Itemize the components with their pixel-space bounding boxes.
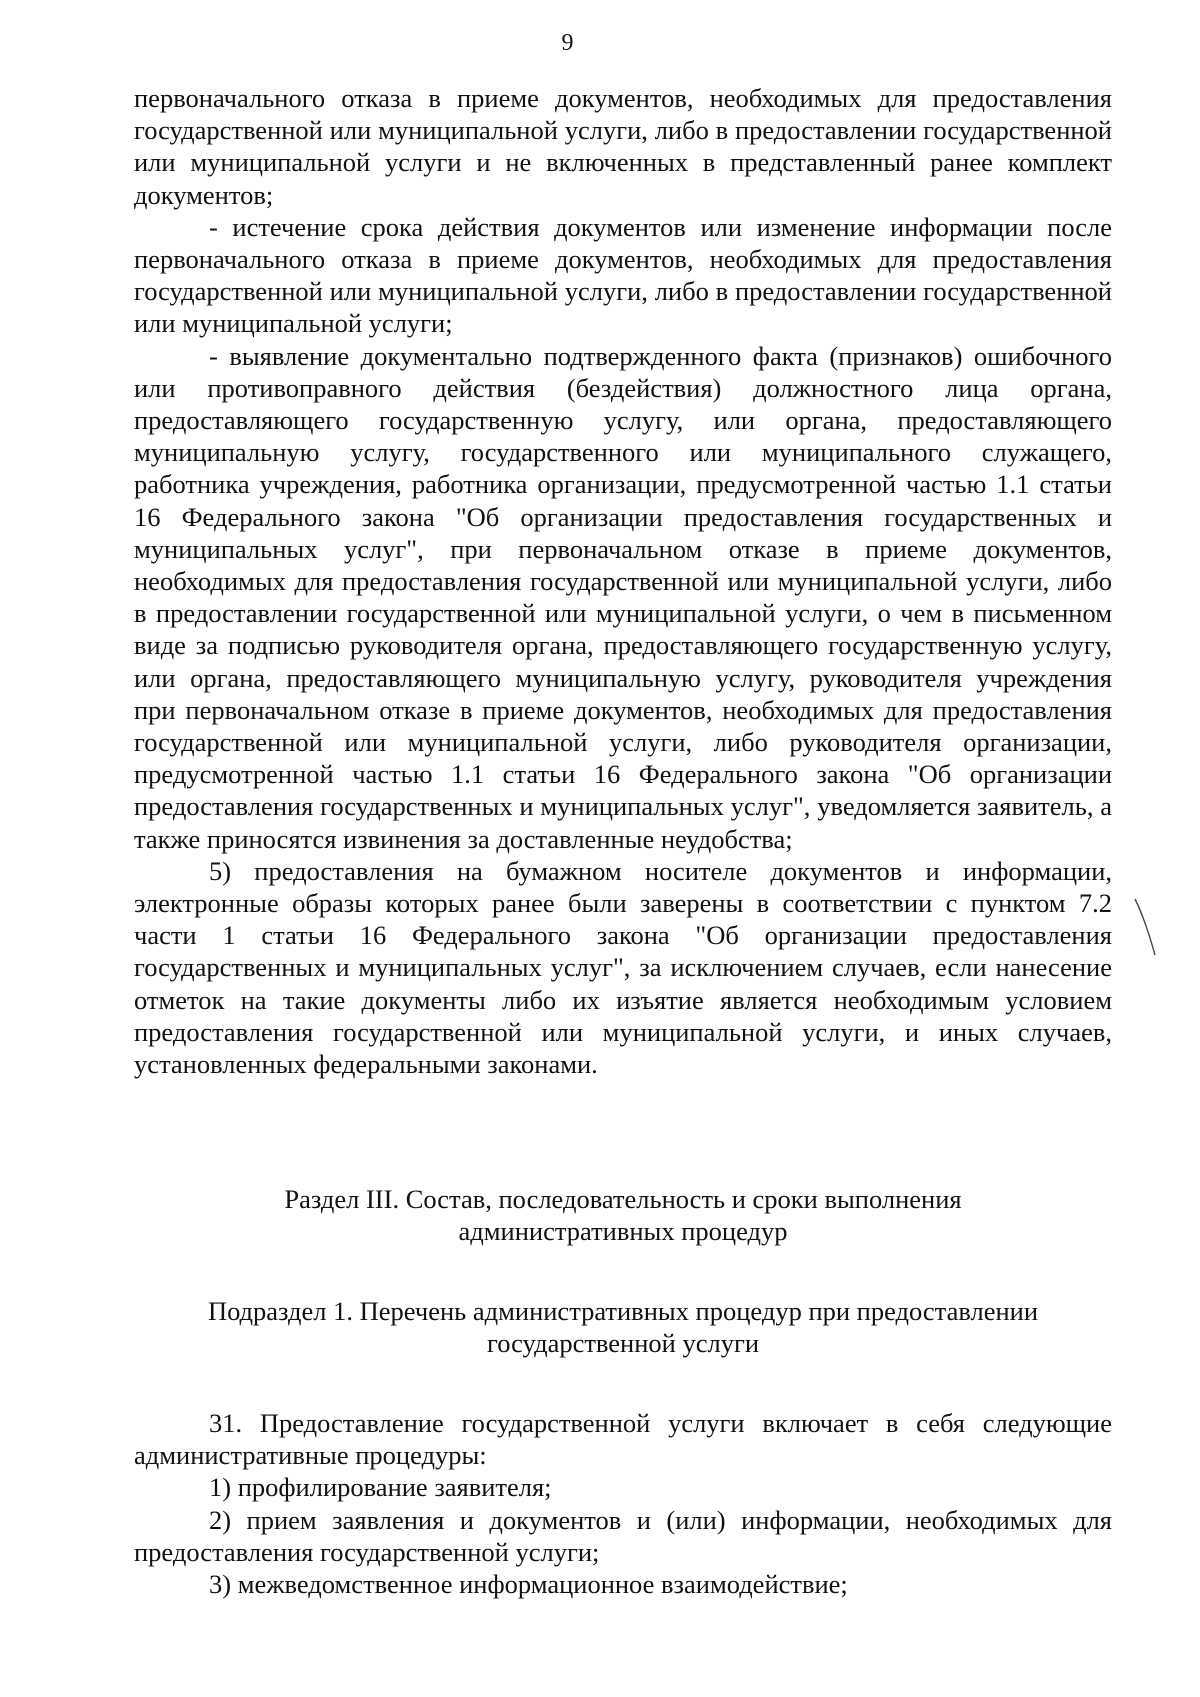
section-heading-line-2: административных процедур [458, 1216, 788, 1247]
list-item-2: 2) прием заявления и документов и (или) информации, необходимых для предоставления государственной услуги; [134, 1504, 1112, 1567]
body-text-top [134, 82, 1112, 1080]
paragraph-erroneous-action: - выявление документально подтвержденного факта (признаков) ошибочного или противоправного действия (бездействия) должностного лица органа, предоставляющего государственную услугу, или органа, предоставляющего муниципальную услугу, государственного или муниципального служащего, работника учреждения, работника организации, предусмотренной частью 1.1 статьи 16 Федерального закона "Об организации предоставления государственных и муниципальных услуг", при первоначальном отказе в приеме документов, необходимых для предоставления государственной или муниципальной услуги, либо в предоставлении государственной или муниципальной услуги, о чем в письменном виде за подписью руководителя органа, предоставляющего государственную услугу, или органа, предоставляющего муниципальную услугу, руководителя учреждения при первоначальном отказе в приеме документов, необходимых для предоставления государственной или муниципальной услуги, либо руководителя организации, предусмотренной частью 1.1 статьи 16 Федерального закона "Об организации предоставления государственных и муниципальных услуг", уведомляется заявитель, а также приносятся извинения за доставленные неудобства; [134, 340, 1112, 854]
paragraph-continuation: первоначального отказа в приеме документов, необходимых для предоставления государственной или муниципальной услуги, либо в предоставлении государственной или муниципальной услуги и не включенных в представленный ранее комплект документов; [134, 83, 1112, 210]
section-heading-line-1: Раздел III. Состав, последовательность и сроки выполнения [284, 1184, 962, 1214]
paragraph-31: 31. Предоставление государственной услуги включает в себя следующие административные процедуры: [134, 1408, 1112, 1471]
subsection-heading [134, 1295, 1112, 1359]
paragraph-paper-documents: 5) предоставления на бумажном носителе документов и информации, электронные образы которых ранее были заверены в соответствии с пунктом 7.2 части 1 статьи 16 Федерального закона "Об организации предоставления государственных и муниципальных услуг", за исключением случаев, если нанесение отметок на такие документы либо их изъятие является необходимым условием предоставления государственной или муниципальной услуги, и иных случаев, установленных федеральными законами. [134, 855, 1112, 1080]
subsection-heading-line-2: государственной услуги [486, 1328, 760, 1359]
page-number: 9 [561, 30, 574, 56]
list-item-1: 1) профилирование заявителя; [209, 1472, 552, 1503]
section-heading [134, 1183, 1112, 1247]
subsection-heading-line-1: Подраздел 1. Перечень административных процедур при предоставлении [207, 1296, 1039, 1326]
list-item-3: 3) межведомственное информационное взаимодействие; [209, 1569, 848, 1600]
margin-pen-mark [1133, 897, 1157, 957]
paragraph-document-expiry: - истечение срока действия документов или изменение информации после первоначального отказа в приеме документов, необходимых для предоставления государственной или муниципальной услуги, либо в предоставлении государственной или муниципальной услуги; [134, 211, 1112, 339]
body-text-bottom [134, 1407, 1112, 1600]
